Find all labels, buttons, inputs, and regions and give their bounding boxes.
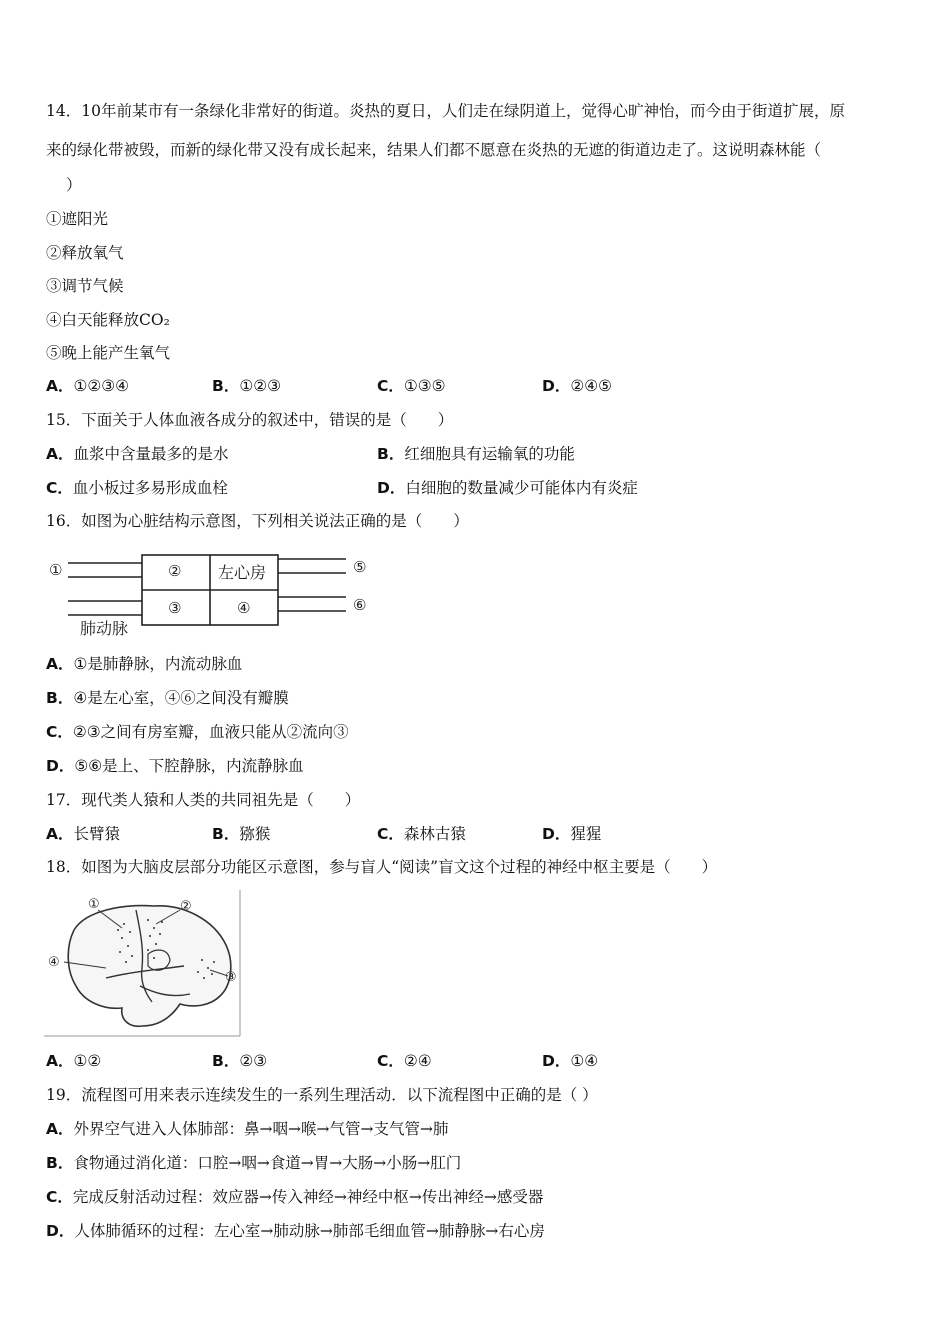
q17-option-c[interactable]: C．森林古猿	[377, 825, 466, 843]
heart-label-4: ④	[237, 599, 251, 617]
q16-option-b[interactable]: B．④是左心室，④⑥之间没有瓣膜	[46, 689, 289, 707]
q14-item-3: ③调节气候	[46, 277, 124, 295]
q16-stem: 16．如图为心脏结构示意图，下列相关说法正确的是（ ）	[46, 512, 469, 530]
q14-stem-line2: 来的绿化带被毁，而新的绿化带又没有成长起来，结果人们都不愿意在炎热的无遮的街道边走了。这说明森林能（	[46, 141, 822, 159]
q18-option-c[interactable]: C．②④	[377, 1052, 432, 1070]
q18-stem: 18．如图为大脑皮层部分功能区示意图，参与盲人“阅读”盲文这个过程的神经中枢主要是（ ）	[46, 858, 718, 876]
q19-stem: 19．流程图可用来表示连续发生的一系列生理活动．以下流程图中正确的是（ ）	[46, 1086, 598, 1104]
heart-label-5: ⑤	[353, 558, 367, 576]
q14-option-b[interactable]: B．①②③	[212, 377, 282, 395]
q19-option-a[interactable]: A．外界空气进入人体肺部：鼻→咽→喉→气管→支气管→肺	[46, 1120, 449, 1138]
q16-option-d[interactable]: D．⑤⑥是上、下腔静脉，内流静脉血	[46, 757, 304, 775]
heart-label-3: ③	[168, 599, 182, 617]
q19-option-b[interactable]: B．食物通过消化道：口腔→咽→食道→胃→大肠→小肠→肛门	[46, 1154, 462, 1172]
q18-option-d[interactable]: D．①④	[542, 1052, 599, 1070]
q14-item-5: ⑤晚上能产生氧气	[46, 344, 171, 362]
q17-option-d[interactable]: D．猩猩	[542, 825, 602, 843]
q18-option-b[interactable]: B．②③	[212, 1052, 268, 1070]
q19-option-c[interactable]: C．完成反射活动过程：效应器→传入神经→神经中枢→传出神经→感受器	[46, 1188, 544, 1206]
brain-label-4: ④	[48, 955, 60, 970]
brain-label-3: ③	[225, 970, 237, 985]
left-atrium-label: 左心房	[218, 563, 267, 582]
q17-option-b[interactable]: B．猕猴	[212, 825, 271, 843]
q14-item-1: ①遮阳光	[46, 210, 109, 228]
q17-option-a[interactable]: A．长臂猿	[46, 825, 121, 843]
q19-option-d[interactable]: D．人体肺循环的过程：左心室→肺动脉→肺部毛细血管→肺静脉→右心房	[46, 1222, 545, 1240]
q14-option-c[interactable]: C．①③⑤	[377, 377, 446, 395]
brain-label-2: ②	[180, 899, 192, 914]
q15-option-a[interactable]: A．血浆中含量最多的是水	[46, 445, 229, 463]
q15-option-d[interactable]: D．白细胞的数量减少可能体内有炎症	[377, 479, 638, 497]
q14-stem-line3: ）	[66, 176, 82, 194]
heart-label-2: ②	[168, 562, 182, 580]
q18-option-a[interactable]: A．①②	[46, 1052, 102, 1070]
q17-stem: 17．现代类人猿和人类的共同祖先是（ ）	[46, 791, 361, 809]
q15-option-b[interactable]: B．红细胞具有运输氧的功能	[377, 445, 575, 463]
q15-stem: 15．下面关于人体血液各成分的叙述中，错误的是（ ）	[46, 411, 454, 429]
q15-option-c[interactable]: C．血小板过多易形成血栓	[46, 479, 228, 497]
brain-cortex-diagram	[44, 890, 244, 1038]
q16-option-a[interactable]: A．①是肺静脉，内流动脉血	[46, 655, 243, 673]
q14-stem-line1: 14．10年前某市有一条绿化非常好的街道。炎热的夏日，人们走在绿阴道上，觉得心旷神怡，而今由于街道扩展，原	[46, 102, 845, 120]
q14-item-2: ②释放氧气	[46, 244, 124, 262]
q14-option-a[interactable]: A．①②③④	[46, 377, 130, 395]
brain-label-1: ①	[88, 897, 100, 912]
heart-label-6: ⑥	[353, 596, 367, 614]
heart-structure-diagram	[46, 545, 376, 640]
q16-option-c[interactable]: C．②③之间有房室瓣，血液只能从②流向③	[46, 723, 349, 741]
q14-item-4: ④白天能释放CO₂	[46, 311, 170, 329]
q14-option-d[interactable]: D．②④⑤	[542, 377, 613, 395]
pulmonary-artery-label: 肺动脉	[80, 619, 129, 638]
heart-label-1: ①	[49, 561, 63, 579]
